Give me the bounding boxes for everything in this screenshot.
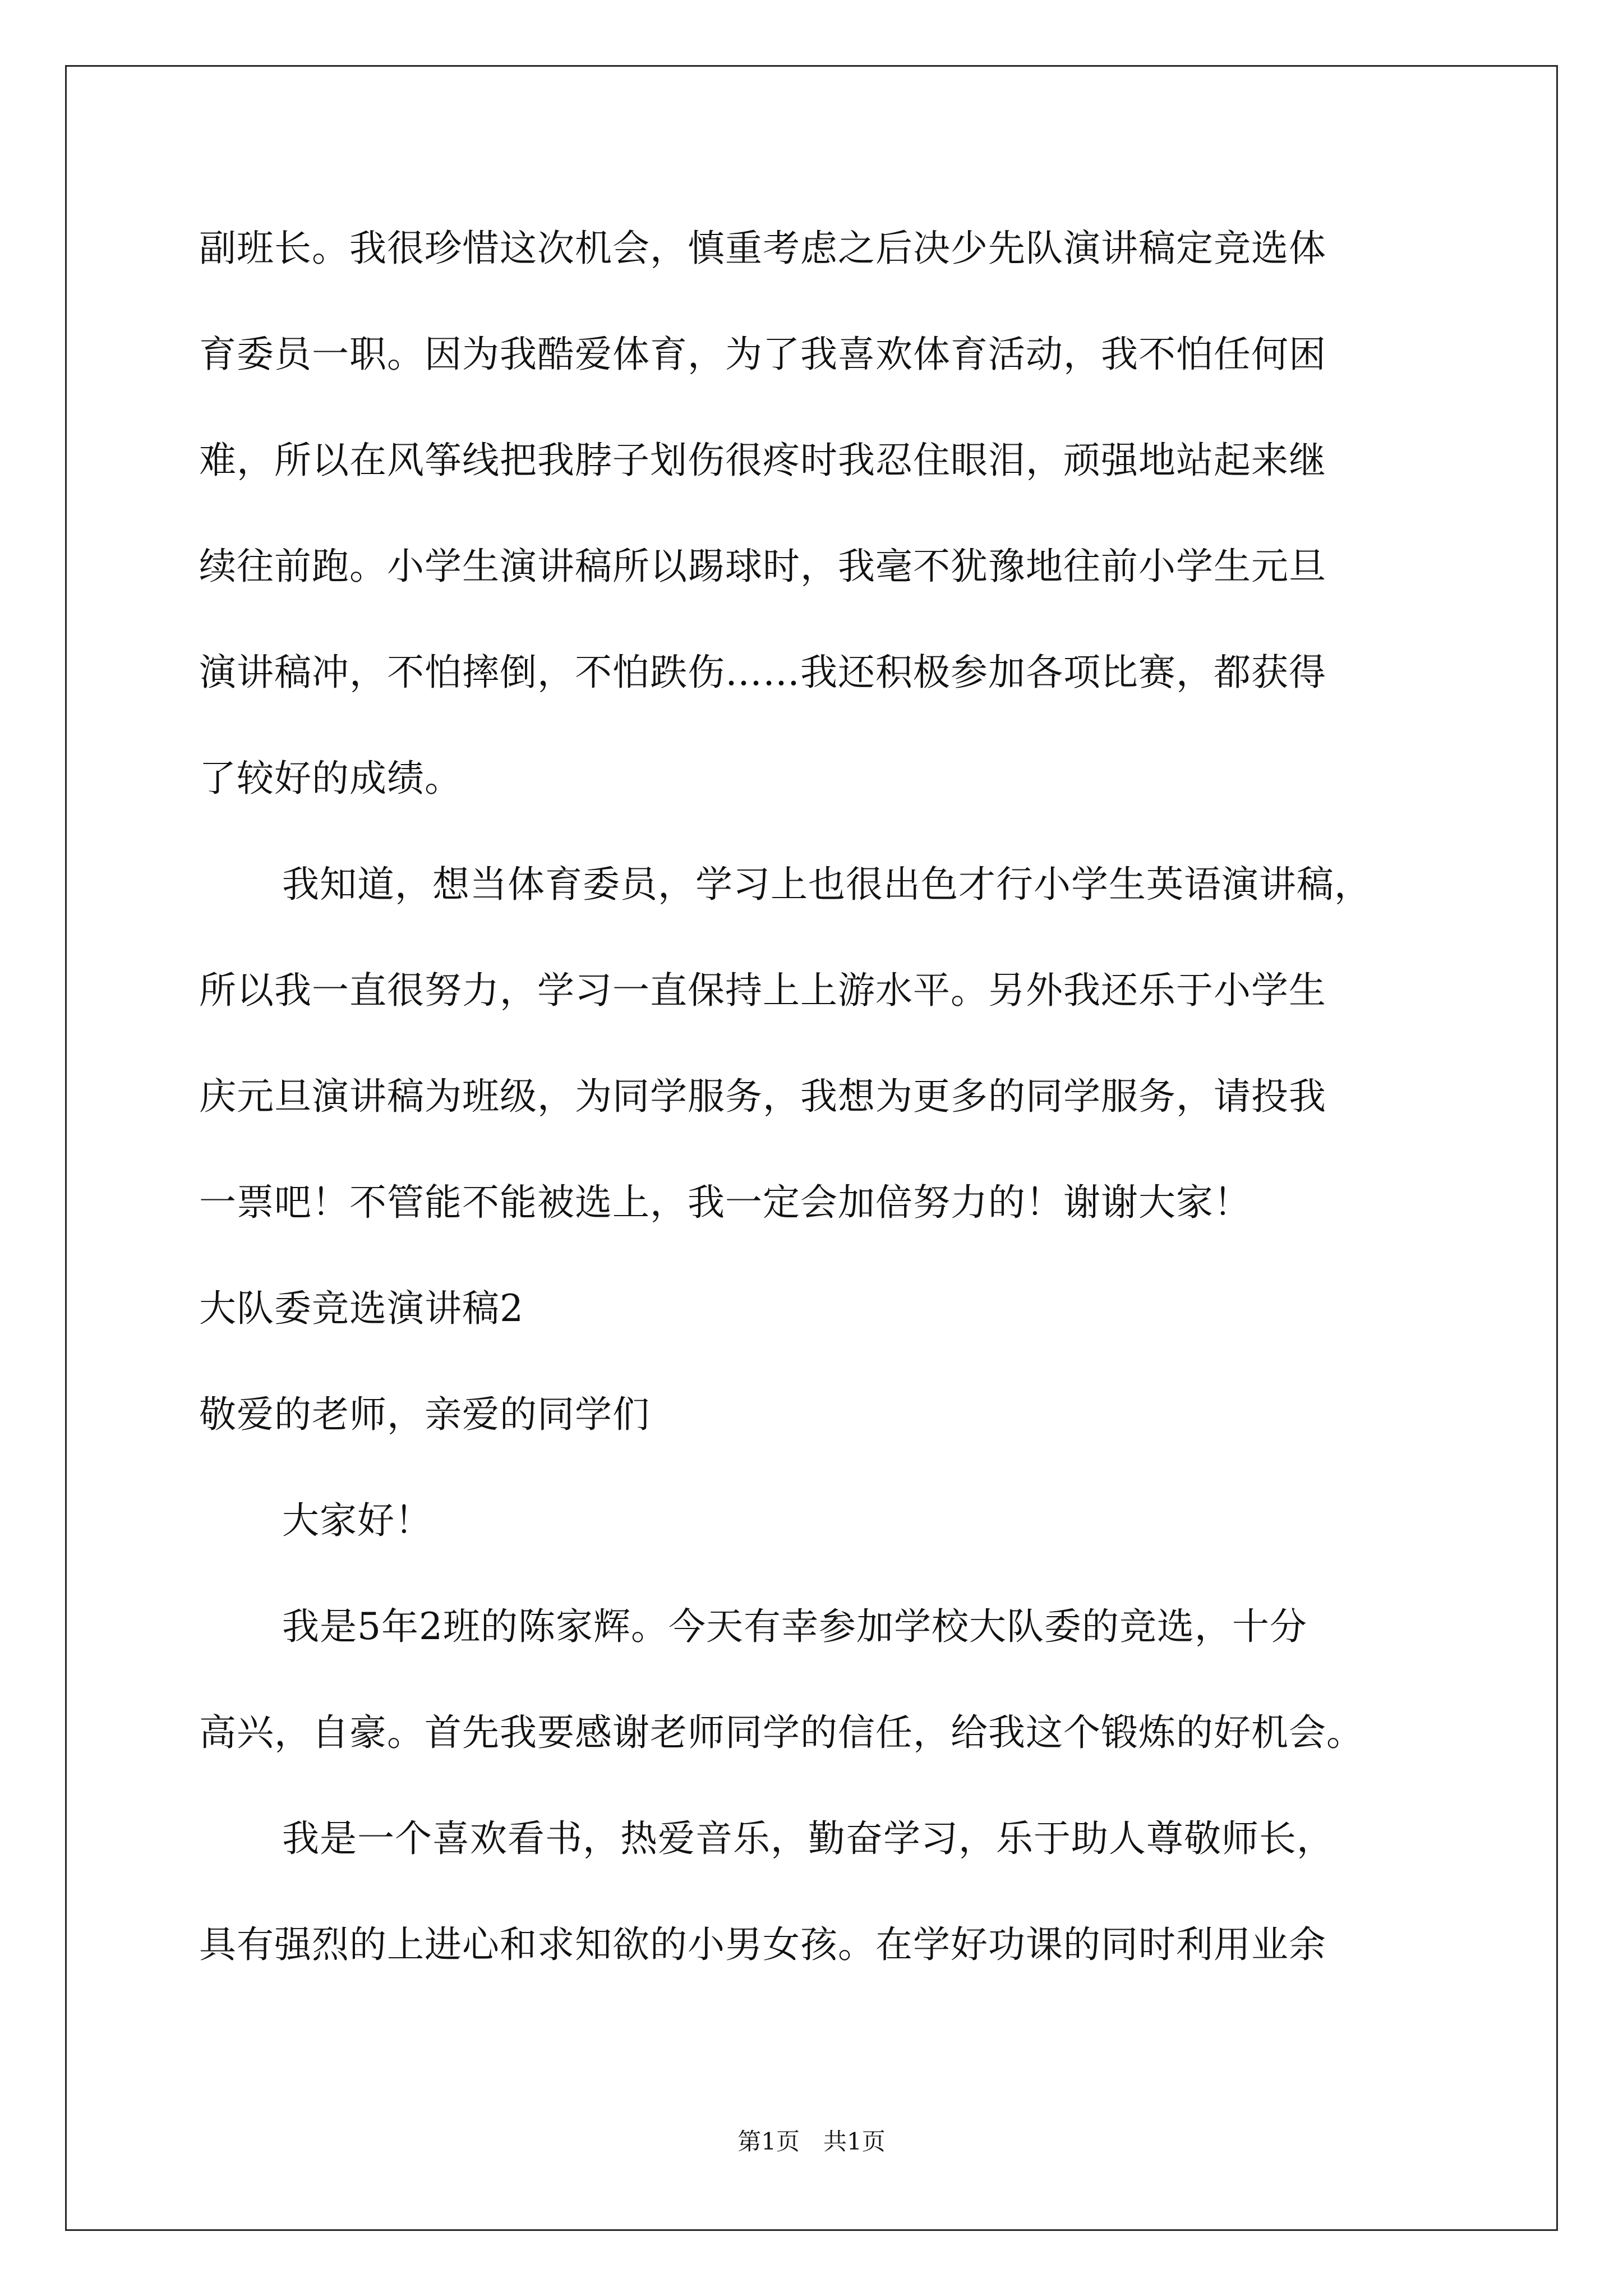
paragraph-line: 一票吧！不管能不能被选上，我一定会加倍努力的！谢谢大家！ bbox=[199, 1181, 1251, 1224]
paragraph-line: 我是5年2班的陈家辉。今天有幸参加学校大队委的竞选，十分 bbox=[282, 1605, 1307, 1648]
page-border bbox=[65, 65, 1558, 2231]
section-heading: 大队委竞选演讲稿2 bbox=[199, 1287, 524, 1330]
paragraph-line: 我是一个喜欢看书，热爱音乐，勤奋学习，乐于助人尊敬师长， bbox=[282, 1817, 1334, 1860]
page-number: 第1页 共1页 bbox=[737, 2128, 886, 2155]
paragraph-line: 副班长。我很珍惜这次机会，慎重考虑之后决少先队演讲稿定竞选体 bbox=[199, 227, 1326, 270]
paragraph-line: 我知道，想当体育委员，学习上也很出色才行小学生英语演讲稿， bbox=[282, 863, 1372, 906]
paragraph-line: 续往前跑。小学生演讲稿所以踢球时，我毫不犹豫地往前小学生元旦 bbox=[199, 545, 1326, 588]
salutation: 敬爱的老师，亲爱的同学们 bbox=[199, 1393, 650, 1436]
paragraph-line: 具有强烈的上进心和求知欲的小男女孩。在学好功课的同时利用业余 bbox=[199, 1923, 1326, 1966]
paragraph-line: 庆元旦演讲稿为班级，为同学服务，我想为更多的同学服务，请投我 bbox=[199, 1075, 1326, 1118]
paragraph-line: 育委员一职。因为我酷爱体育，为了我喜欢体育活动，我不怕任何困 bbox=[199, 333, 1326, 376]
paragraph-line: 了较好的成绩。 bbox=[199, 757, 462, 800]
paragraph-line: 演讲稿冲，不怕摔倒，不怕跌伤……我还积极参加各项比赛，都获得 bbox=[199, 651, 1326, 694]
paragraph-line: 难，所以在风筝线把我脖子划伤很疼时我忍住眼泪，顽强地站起来继 bbox=[199, 439, 1326, 482]
paragraph-line: 所以我一直很努力，学习一直保持上上游水平。另外我还乐于小学生 bbox=[199, 969, 1326, 1012]
paragraph-line: 高兴，自豪。首先我要感谢老师同学的信任，给我这个锻炼的好机会。 bbox=[199, 1711, 1364, 1754]
greeting: 大家好！ bbox=[282, 1499, 432, 1542]
